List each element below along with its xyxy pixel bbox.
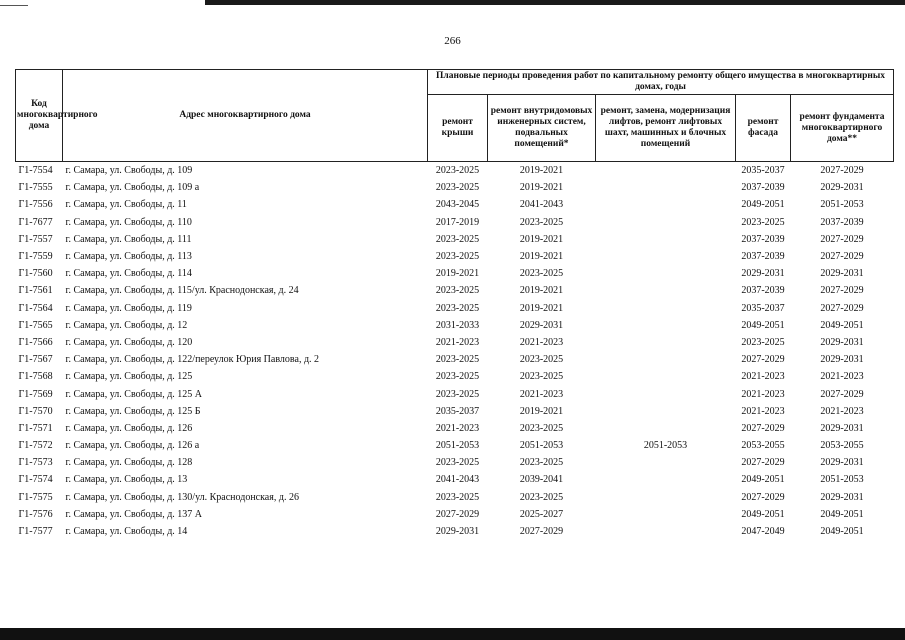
cell-facade: 2037-2039 <box>741 285 785 297</box>
table-row <box>16 282 894 299</box>
cell-foundation: 2027-2029 <box>820 302 864 314</box>
header-roof: ремонт крыши <box>428 95 488 162</box>
cell-engineering: 2027-2029 <box>519 526 564 538</box>
cell-code: Г1-7575 <box>18 491 53 503</box>
cell-facade: 2049-2051 <box>741 319 785 331</box>
cell-roof: 2017-2019 <box>435 216 480 228</box>
cell-engineering: 2019-2021 <box>519 285 564 297</box>
cell-foundation: 2027-2029 <box>820 285 864 297</box>
cell-engineering: 2023-2025 <box>519 457 564 469</box>
cell-engineering: 2029-2031 <box>519 319 564 331</box>
cell-code: Г1-7569 <box>18 388 53 400</box>
table-row <box>16 403 894 420</box>
cell-address: г. Самара, ул. Свободы, д. 125 <box>65 371 193 383</box>
cell-engineering: 2023-2025 <box>519 491 564 503</box>
cell-address: г. Самара, ул. Свободы, д. 13 <box>65 474 188 486</box>
cell-foundation: 2029-2031 <box>820 182 864 194</box>
table-row <box>16 179 894 196</box>
cell-roof: 2023-2025 <box>435 285 480 297</box>
cell-facade: 2021-2023 <box>741 405 785 417</box>
cell-code: Г1-7571 <box>18 422 53 434</box>
cell-code: Г1-7570 <box>18 405 53 417</box>
table-row <box>16 214 894 231</box>
cell-code: Г1-7576 <box>18 508 53 520</box>
cell-address: г. Самара, ул. Свободы, д. 120 <box>65 336 193 348</box>
cell-address: г. Самара, ул. Свободы, д. 114 <box>65 268 192 280</box>
cell-address: г. Самара, ул. Свободы, д. 126 <box>65 422 193 434</box>
cell-elevator <box>596 300 736 317</box>
header-period-group: Плановые периоды проведения работ по капитальному ремонту общего имущества в многоквартирных домах, годы <box>428 70 894 95</box>
cell-foundation: 2029-2031 <box>820 457 864 469</box>
cell-facade: 2035-2037 <box>741 165 785 177</box>
cell-elevator <box>596 265 736 282</box>
cell-elevator <box>596 403 736 420</box>
table-row <box>16 385 894 402</box>
table-body <box>16 162 894 541</box>
cell-roof: 2035-2037 <box>435 405 480 417</box>
table-row <box>16 437 894 454</box>
cell-engineering: 2019-2021 <box>519 251 564 263</box>
cell-roof: 2027-2029 <box>435 508 480 520</box>
cell-engineering: 2019-2021 <box>519 405 564 417</box>
header-address: Адрес многоквартирного дома <box>63 70 428 162</box>
cell-foundation: 2029-2031 <box>820 336 864 348</box>
cell-engineering: 2023-2025 <box>519 268 564 280</box>
table-row <box>16 471 894 488</box>
cell-elevator <box>596 214 736 231</box>
cell-elevator <box>596 489 736 506</box>
cell-facade: 2027-2029 <box>741 491 785 503</box>
cell-foundation: 2037-2039 <box>820 216 864 228</box>
cell-address: г. Самара, ул. Свободы, д. 128 <box>65 457 193 469</box>
table-row <box>16 265 894 282</box>
cell-address: г. Самара, ул. Свободы, д. 12 <box>65 319 188 331</box>
cell-facade: 2037-2039 <box>741 251 785 263</box>
table-row <box>16 300 894 317</box>
cell-roof: 2023-2025 <box>435 491 480 503</box>
table-row <box>16 523 894 540</box>
cell-engineering: 2021-2023 <box>519 388 564 400</box>
table-row <box>16 196 894 213</box>
cell-code: Г1-7565 <box>18 319 53 331</box>
cell-elevator <box>596 196 736 213</box>
cell-code: Г1-7677 <box>18 216 53 228</box>
cell-facade: 2049-2051 <box>741 508 785 520</box>
cell-facade: 2037-2039 <box>741 182 785 194</box>
table-row <box>16 420 894 437</box>
page-number: 266 <box>444 35 461 47</box>
cell-address: г. Самара, ул. Свободы, д. 122/переулок Юрия Павлова, д. 2 <box>65 354 320 366</box>
cell-code: Г1-7557 <box>18 233 53 245</box>
table-row <box>16 162 894 180</box>
cell-elevator <box>596 385 736 402</box>
cell-elevator <box>596 368 736 385</box>
cell-code: Г1-7568 <box>18 371 53 383</box>
cell-engineering: 2023-2025 <box>519 422 564 434</box>
cell-roof: 2023-2025 <box>435 182 480 194</box>
cell-engineering: 2023-2025 <box>519 371 564 383</box>
table-row <box>16 317 894 334</box>
cell-engineering: 2023-2025 <box>519 216 564 228</box>
cell-foundation: 2027-2029 <box>820 165 864 177</box>
cell-roof: 2019-2021 <box>435 268 480 280</box>
top-rule-left <box>0 5 28 6</box>
cell-code: Г1-7564 <box>18 302 53 314</box>
cell-elevator <box>596 179 736 196</box>
cell-engineering: 2023-2025 <box>519 354 564 366</box>
cell-roof: 2021-2023 <box>435 422 480 434</box>
header-facade: ремонт фасада <box>736 95 791 162</box>
cell-engineering: 2039-2041 <box>519 474 564 486</box>
cell-code: Г1-7559 <box>18 251 53 263</box>
bottom-rule <box>0 628 905 640</box>
cell-address: г. Самара, ул. Свободы, д. 125 Б <box>65 405 201 417</box>
cell-roof: 2029-2031 <box>435 526 480 538</box>
cell-facade: 2023-2025 <box>741 216 785 228</box>
cell-address: г. Самара, ул. Свободы, д. 14 <box>65 526 188 538</box>
cell-address: г. Самара, ул. Свободы, д. 126 а <box>65 440 200 452</box>
cell-engineering: 2041-2043 <box>519 199 564 211</box>
cell-facade: 2049-2051 <box>741 199 785 211</box>
cell-elevator: 2051-2053 <box>643 440 688 452</box>
cell-address: г. Самара, ул. Свободы, д. 137 А <box>65 508 203 520</box>
table-row <box>16 248 894 265</box>
cell-elevator <box>596 282 736 299</box>
table-row <box>16 351 894 368</box>
cell-roof: 2051-2053 <box>435 440 480 452</box>
cell-code: Г1-7577 <box>18 526 53 538</box>
cell-foundation: 2029-2031 <box>820 422 864 434</box>
cell-foundation: 2049-2051 <box>820 526 864 538</box>
table-row <box>16 454 894 471</box>
cell-facade: 2027-2029 <box>741 354 785 366</box>
cell-foundation: 2053-2055 <box>820 440 864 452</box>
table-row <box>16 489 894 506</box>
cell-roof: 2023-2025 <box>435 354 480 366</box>
cell-roof: 2023-2025 <box>435 302 480 314</box>
cell-roof: 2023-2025 <box>435 388 480 400</box>
cell-foundation: 2021-2023 <box>820 371 864 383</box>
header-elevator: ремонт, замена, модернизация лифтов, ремонт лифтовых шахт, машинных и блочных помещений <box>596 95 736 162</box>
cell-address: г. Самара, ул. Свободы, д. 125 А <box>65 388 203 400</box>
cell-roof: 2023-2025 <box>435 251 480 263</box>
cell-elevator <box>596 317 736 334</box>
cell-engineering: 2019-2021 <box>519 182 564 194</box>
cell-code: Г1-7554 <box>18 165 53 177</box>
cell-facade: 2023-2025 <box>741 336 785 348</box>
table-row <box>16 368 894 385</box>
cell-foundation: 2027-2029 <box>820 388 864 400</box>
cell-code: Г1-7572 <box>18 440 53 452</box>
cell-address: г. Самара, ул. Свободы, д. 109 <box>65 165 193 177</box>
cell-code: Г1-7567 <box>18 354 53 366</box>
cell-address: г. Самара, ул. Свободы, д. 113 <box>65 251 192 263</box>
header-code: Код многоквартирного дома <box>16 70 63 162</box>
cell-foundation: 2029-2031 <box>820 268 864 280</box>
cell-facade: 2035-2037 <box>741 302 785 314</box>
table-row <box>16 334 894 351</box>
cell-facade: 2047-2049 <box>741 526 785 538</box>
cell-facade: 2021-2023 <box>741 371 785 383</box>
cell-roof: 2043-2045 <box>435 199 480 211</box>
cell-elevator <box>596 231 736 248</box>
cell-foundation: 2027-2029 <box>820 233 864 245</box>
cell-foundation: 2049-2051 <box>820 319 864 331</box>
cell-facade: 2053-2055 <box>741 440 785 452</box>
cell-roof: 2031-2033 <box>435 319 480 331</box>
cell-code: Г1-7555 <box>18 182 53 194</box>
cell-engineering: 2021-2023 <box>519 336 564 348</box>
cell-foundation: 2021-2023 <box>820 405 864 417</box>
cell-code: Г1-7560 <box>18 268 53 280</box>
top-rule <box>205 0 905 5</box>
cell-roof: 2041-2043 <box>435 474 480 486</box>
cell-engineering: 2019-2021 <box>519 302 564 314</box>
cell-elevator <box>596 248 736 265</box>
header-foundation: ремонт фундамента многоквартирного дома** <box>791 95 894 162</box>
cell-roof: 2023-2025 <box>435 165 480 177</box>
cell-elevator <box>596 420 736 437</box>
cell-elevator <box>596 162 736 180</box>
cell-address: г. Самара, ул. Свободы, д. 111 <box>65 233 192 245</box>
cell-facade: 2037-2039 <box>741 233 785 245</box>
cell-foundation: 2051-2053 <box>820 199 864 211</box>
cell-elevator <box>596 523 736 540</box>
cell-address: г. Самара, ул. Свободы, д. 11 <box>65 199 187 211</box>
cell-engineering: 2051-2053 <box>519 440 564 452</box>
cell-code: Г1-7561 <box>18 285 53 297</box>
cell-foundation: 2049-2051 <box>820 508 864 520</box>
cell-roof: 2023-2025 <box>435 371 480 383</box>
cell-roof: 2023-2025 <box>435 457 480 469</box>
cell-elevator <box>596 454 736 471</box>
cell-address: г. Самара, ул. Свободы, д. 110 <box>65 216 192 228</box>
cell-code: Г1-7573 <box>18 457 53 469</box>
cell-roof: 2021-2023 <box>435 336 480 348</box>
cell-facade: 2027-2029 <box>741 422 785 434</box>
table-row <box>16 231 894 248</box>
capital-repair-table <box>15 69 894 540</box>
cell-code: Г1-7556 <box>18 199 53 211</box>
table-row <box>16 506 894 523</box>
cell-roof: 2023-2025 <box>435 233 480 245</box>
cell-foundation: 2029-2031 <box>820 354 864 366</box>
cell-foundation: 2029-2031 <box>820 491 864 503</box>
header-engineering: ремонт внутридомовых инженерных систем, подвальных помещений* <box>488 95 596 162</box>
cell-facade: 2029-2031 <box>741 268 785 280</box>
cell-engineering: 2025-2027 <box>519 508 564 520</box>
cell-elevator <box>596 506 736 523</box>
cell-elevator <box>596 334 736 351</box>
cell-foundation: 2051-2053 <box>820 474 864 486</box>
cell-code: Г1-7566 <box>18 336 53 348</box>
cell-code: Г1-7574 <box>18 474 53 486</box>
cell-elevator <box>596 351 736 368</box>
cell-address: г. Самара, ул. Свободы, д. 109 а <box>65 182 200 194</box>
cell-address: г. Самара, ул. Свободы, д. 119 <box>65 302 192 314</box>
cell-address: г. Самара, ул. Свободы, д. 115/ул. Краснодонская, д. 24 <box>65 285 299 297</box>
cell-elevator <box>596 471 736 488</box>
cell-facade: 2027-2029 <box>741 457 785 469</box>
cell-address: г. Самара, ул. Свободы, д. 130/ул. Краснодонская, д. 26 <box>65 491 299 503</box>
cell-facade: 2049-2051 <box>741 474 785 486</box>
cell-foundation: 2027-2029 <box>820 251 864 263</box>
cell-facade: 2021-2023 <box>741 388 785 400</box>
cell-engineering: 2019-2021 <box>519 233 564 245</box>
cell-engineering: 2019-2021 <box>519 165 564 177</box>
